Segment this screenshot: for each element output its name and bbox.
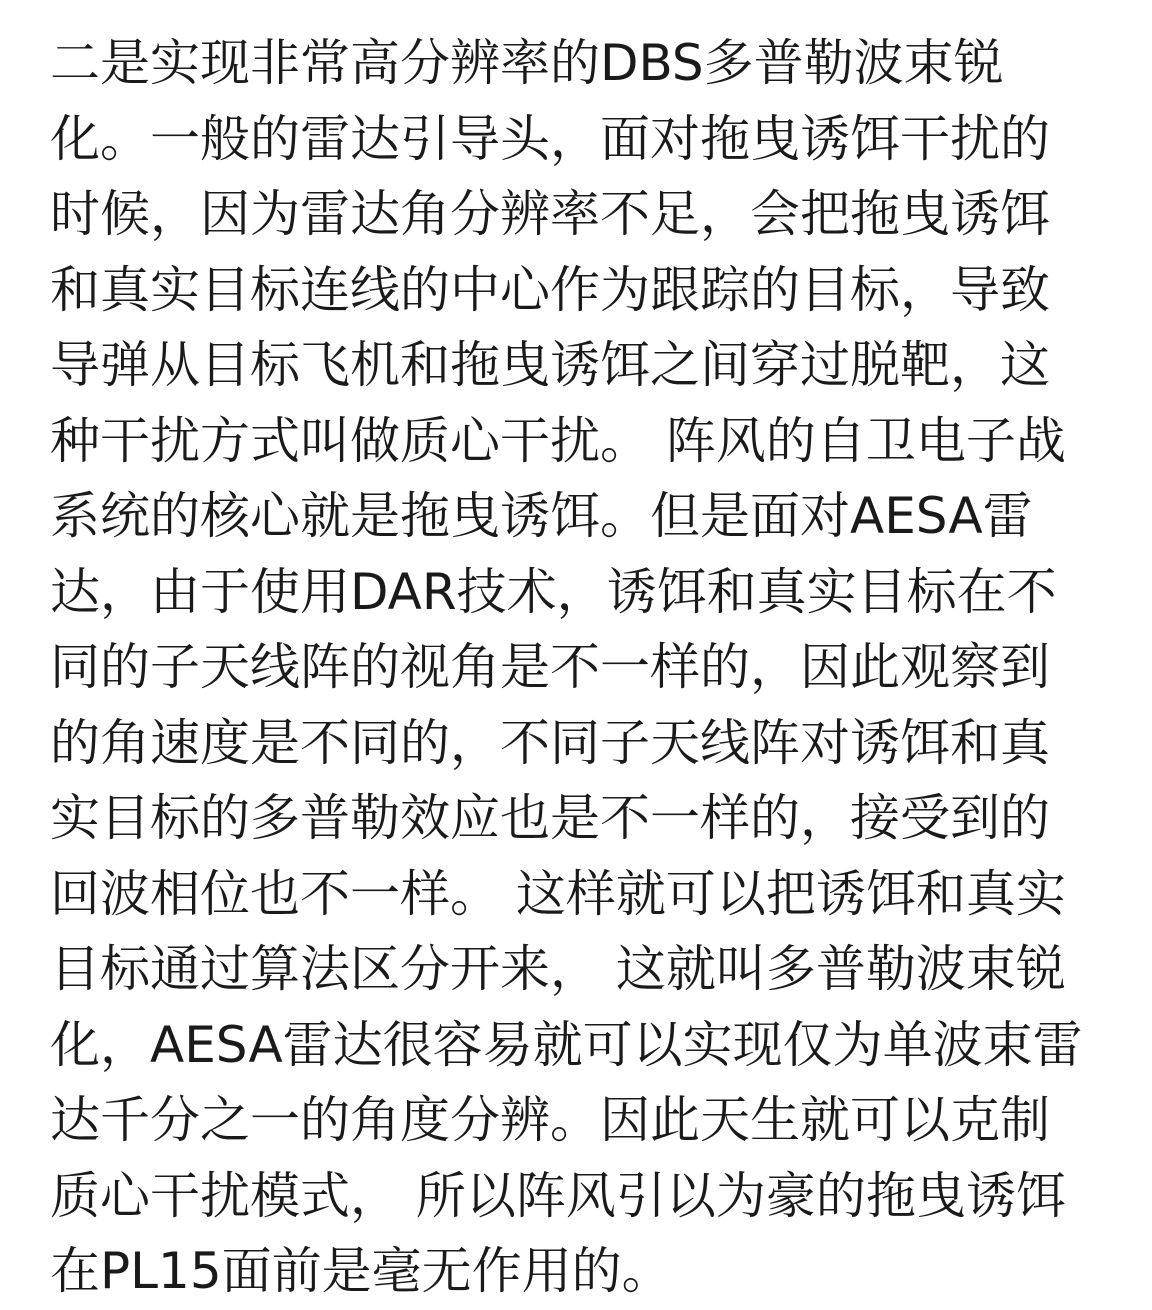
text-line: 种干扰方式叫做质心干扰。 阵风的自卫电子战 — [50, 411, 1066, 470]
text-line: 化，AESA雷达很容易就可以实现仅为单波束雷 — [50, 1015, 1083, 1074]
text-line: 时候，因为雷达角分辨率不足，会把拖曳诱饵 — [50, 185, 1050, 243]
text-line: 达千分之一的角度分辨。因此天生就可以克制 — [50, 1091, 1050, 1149]
article-body — [50, 26, 1110, 1310]
text-line: 和真实目标连线的中心作为跟踪的目标，导致 — [50, 260, 1050, 319]
text-line: 实目标的多普勒效应也是不一样的，接受到的 — [50, 789, 1050, 847]
text-line: 导弹从目标飞机和拖曳诱饵之间穿过脱靶，这 — [50, 336, 1050, 394]
text-line: 同的子天线阵的视角是不一样的，因此观察到 — [50, 638, 1050, 696]
text-line: 的角速度是不同的，不同子天线阵对诱饵和真 — [50, 713, 1050, 772]
text-line: 达，由于使用DAR技术，诱饵和真实目标在不 — [50, 562, 1057, 621]
text-line: 质心干扰模式， 所以阵风引以为豪的拖曳诱饵 — [50, 1166, 1066, 1225]
text-line: 在PL15面前是毫无作用的。 — [50, 1242, 672, 1300]
text-line: 二是实现非常高分辨率的DBS多普勒波束锐 — [50, 34, 1004, 92]
text-line: 系统的核心就是拖曳诱饵。但是面对AESA雷 — [50, 487, 1033, 545]
text-line: 化。一般的雷达引导头，面对拖曳诱饵干扰的 — [50, 109, 1050, 168]
text-line: 目标通过算法区分开来， 这就叫多普勒波束锐 — [50, 940, 1066, 998]
text-line: 回波相位也不一样。 这样就可以把诱饵和真实 — [50, 864, 1066, 923]
